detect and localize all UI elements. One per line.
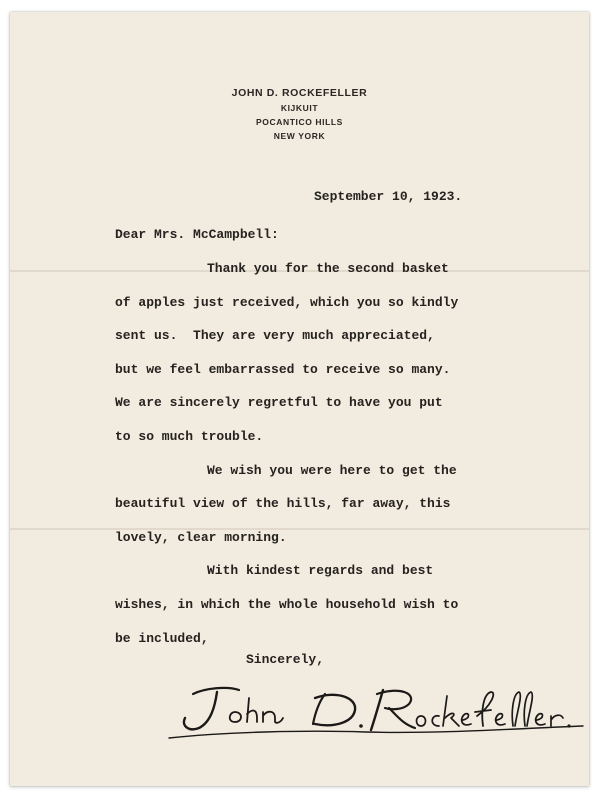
- letterhead: [0, 86, 599, 143]
- letter-body: [115, 261, 555, 664]
- letterhead-estate: KIJKUIT: [280, 103, 319, 113]
- body-line: With kindest regards and best: [207, 563, 434, 579]
- letterhead-town: POCANTICO HILLS: [256, 117, 343, 127]
- body-line: wishes, in which the whole household wish to: [115, 596, 459, 612]
- body-line: Thank you for the second basket: [207, 261, 449, 276]
- letterhead-name: JOHN D. ROCKEFELLER: [231, 87, 368, 99]
- closing: Sincerely,: [246, 652, 325, 667]
- body-line: of apples just received, which you so kindly: [115, 294, 459, 310]
- body-line: lovely, clear morning.: [115, 529, 287, 545]
- letter-date: September 10, 1923.: [314, 189, 463, 204]
- body-line: sent us. They are very much appreciated,: [115, 328, 435, 344]
- body-line: be included,: [115, 630, 209, 646]
- letterhead-state: NEW YORK: [273, 131, 326, 141]
- body-line: to so much trouble.: [115, 428, 264, 444]
- handwritten-signature: [165, 672, 585, 752]
- body-line: beautiful view of the hills, far away, this: [115, 496, 451, 512]
- body-line: but we feel embarrassed to receive so many.: [115, 361, 451, 377]
- body-line: We wish you were here to get the: [207, 462, 457, 478]
- salutation: Dear Mrs. McCampbell:: [115, 227, 279, 242]
- body-line: We are sincerely regretful to have you put: [115, 395, 443, 411]
